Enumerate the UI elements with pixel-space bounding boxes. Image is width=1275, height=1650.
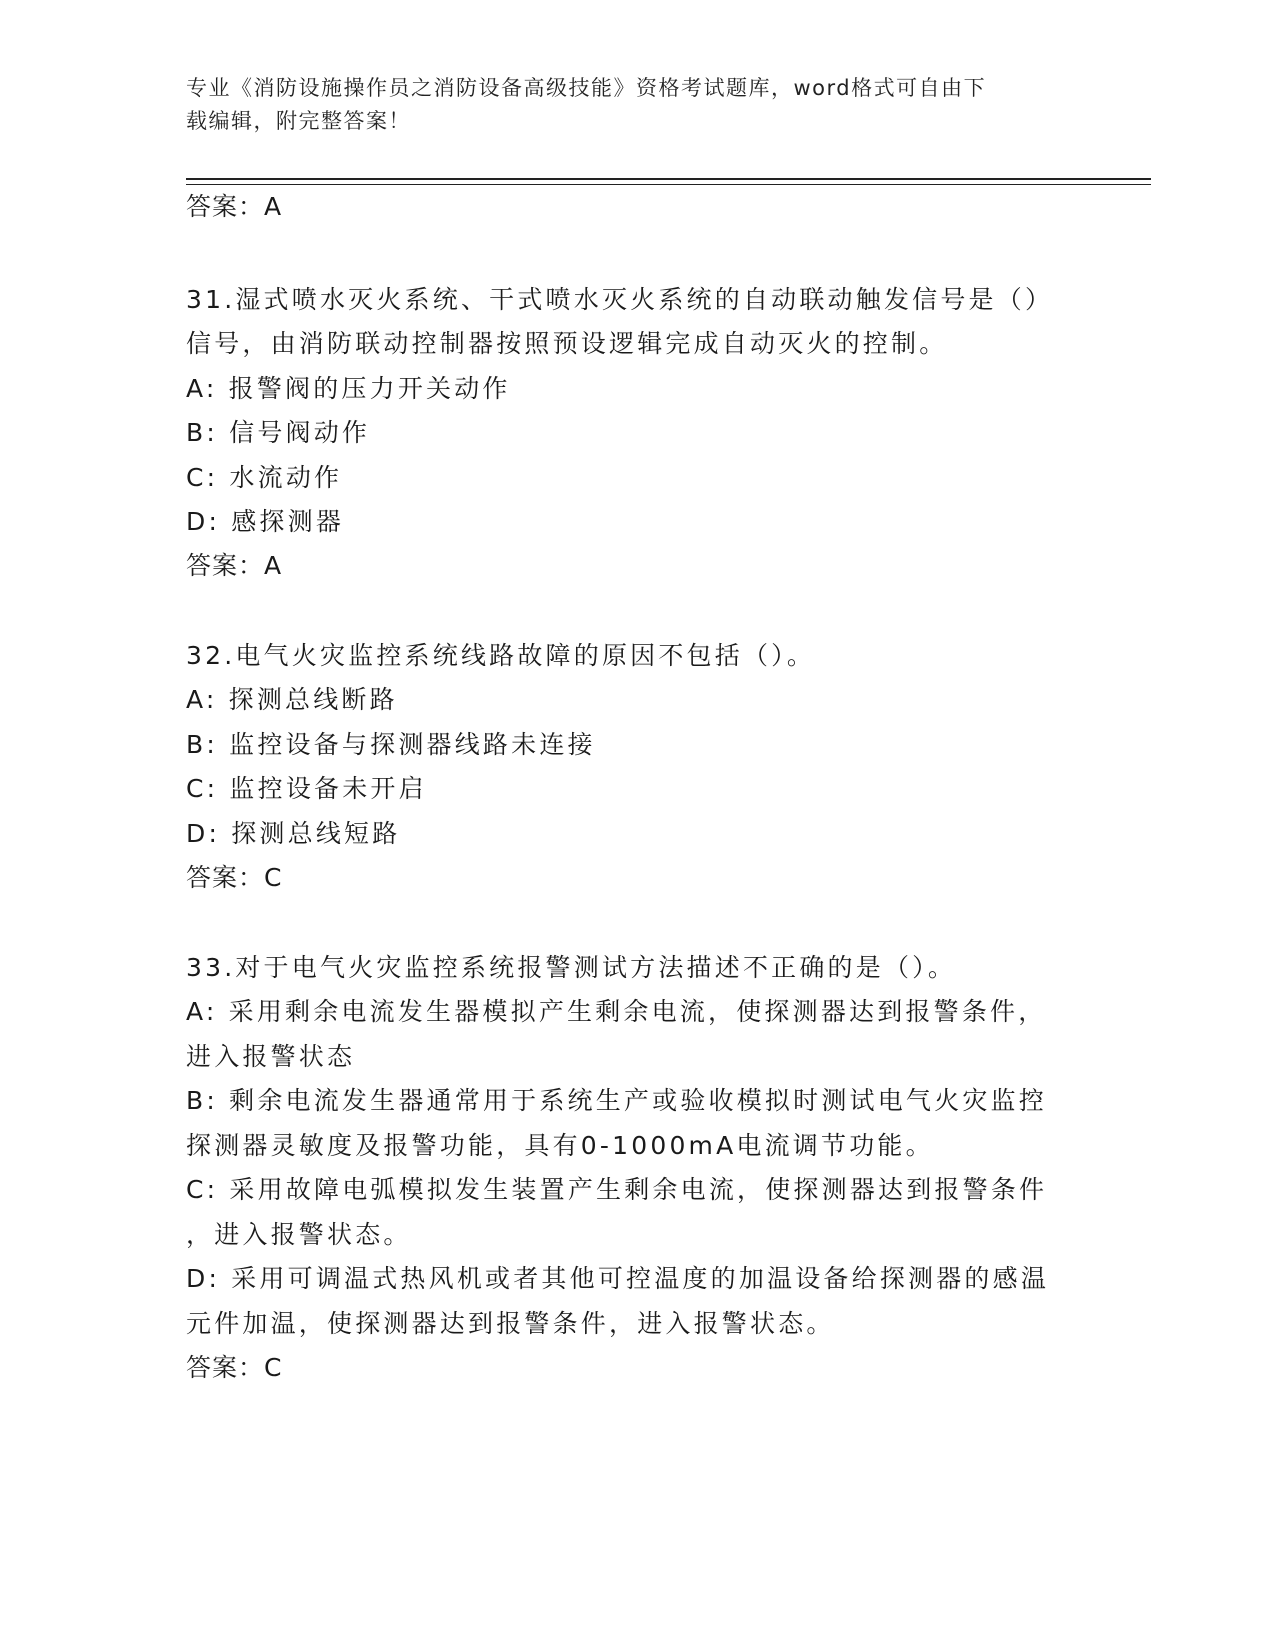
question-32-answer: 答案：C (186, 863, 283, 892)
question-33-option-d-line-2: 元件加温，使探测器达到报警条件，进入报警状态。 (186, 1309, 835, 1338)
previous-answer: 答案：A (186, 192, 283, 221)
question-31-stem-line-1: 31.湿式喷水灭火系统、干式喷水灭火系统的自动联动触发信号是（） (186, 285, 1054, 314)
question-31-answer: 答案：A (186, 551, 283, 580)
question-33-option-b-line-1: B: 剩余电流发生器通常用于系统生产或验收模拟时测试电气火灾监控 (186, 1086, 1047, 1115)
question-33-option-c-line-1: C: 采用故障电弧模拟发生装置产生剩余电流，使探测器达到报警条件 (186, 1175, 1048, 1204)
header-line-1: 专业《消防设施操作员之消防设备高级技能》资格考试题库，word格式可自由下 (186, 76, 987, 100)
header-divider-thick (186, 178, 1151, 180)
question-32-option-b: B: 监控设备与探测器线路未连接 (186, 730, 596, 759)
question-33-option-d-line-1: D: 采用可调温式热风机或者其他可控温度的加温设备给探测器的感温 (186, 1264, 1050, 1293)
question-32-option-d: D: 探测总线短路 (186, 819, 401, 848)
header-divider-thin (186, 184, 1151, 185)
question-31-stem-line-2: 信号，由消防联动控制器按照预设逻辑完成自动灭火的控制。 (186, 329, 948, 358)
question-32-option-a: A: 探测总线断路 (186, 685, 398, 714)
question-31-option-a: A: 报警阀的压力开关动作 (186, 374, 511, 403)
question-31-option-b: B: 信号阀动作 (186, 418, 371, 447)
question-31-option-d: D: 感探测器 (186, 507, 345, 536)
question-32-stem: 32.电气火灾监控系统线路故障的原因不包括（）。 (186, 641, 816, 670)
question-33-option-c-line-2: ，进入报警状态。 (186, 1220, 412, 1249)
question-33-option-a-line-2: 进入报警状态 (186, 1042, 356, 1071)
question-33-stem: 33.对于电气火灾监控系统报警测试方法描述不正确的是（）。 (186, 953, 957, 982)
header-line-2: 载编辑，附完整答案！ (186, 109, 411, 133)
question-33-option-a-line-1: A: 采用剩余电流发生器模拟产生剩余电流，使探测器达到报警条件， (186, 997, 1047, 1026)
question-33-option-b-line-2: 探测器灵敏度及报警功能，具有0-1000mA电流调节功能。 (186, 1131, 934, 1160)
question-33-answer: 答案：C (186, 1353, 283, 1382)
question-31-option-c: C: 水流动作 (186, 463, 343, 492)
question-32-option-c: C: 监控设备未开启 (186, 774, 427, 803)
document-header (186, 72, 1066, 138)
